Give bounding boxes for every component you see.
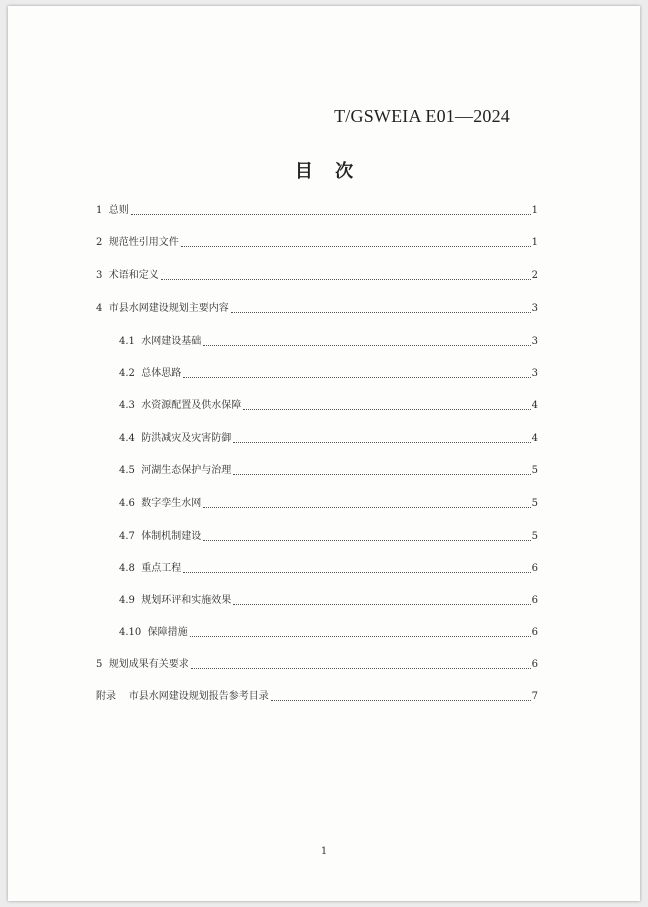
toc-entry[interactable] [96,270,538,282]
toc-entry-number: 4.7 [119,531,142,542]
toc-entry[interactable] [96,237,538,249]
toc-entry[interactable] [96,303,538,315]
toc-entry[interactable] [119,368,538,380]
toc-entry-page: 1 [531,205,538,216]
toc-entry-page: 1 [531,237,538,248]
toc-entry-label: 术语和定义 [108,270,159,281]
toc-entry-page: 5 [531,531,538,542]
toc-entry[interactable] [96,659,538,671]
toc-entry-number: 1 [96,205,109,216]
toc-leader [203,506,530,508]
toc-entry-label: 防洪减灾及灾害防御 [141,433,232,444]
toc-entry-page: 4 [531,433,538,444]
toc-entry[interactable] [119,400,538,412]
toc-entry-number: 附录 [96,691,129,702]
toc-entry-label: 市县水网建设规划主要内容 [108,303,229,314]
toc-entry[interactable] [119,498,538,510]
toc-entry-label: 规划成果有关要求 [108,659,189,670]
toc-entry[interactable] [119,627,538,639]
toc-entry-page: 5 [531,465,538,476]
toc-leader [243,408,530,410]
toc-entry-label: 体制机制建设 [141,531,202,542]
toc-entry-page: 2 [531,270,538,281]
toc-entry-page: 6 [531,627,538,638]
toc-leader [203,344,530,346]
toc-entry-label: 河湖生态保护与治理 [141,465,232,476]
toc-entry[interactable] [119,336,538,348]
toc-entry-number: 2 [96,237,109,248]
toc-entry-page: 5 [531,498,538,509]
toc-entry-label: 总则 [108,205,129,216]
toc-entry[interactable] [96,205,538,217]
toc-entry-number: 4.4 [119,433,142,444]
toc-entry[interactable] [119,433,538,445]
toc-entry-page: 6 [531,563,538,574]
toc-entry-label: 规划环评和实施效果 [141,595,232,606]
toc-title: 目 次 [294,161,362,182]
toc-leader [131,213,531,215]
toc-entry-label: 规范性引用文件 [108,237,179,248]
toc-entry-page: 4 [531,400,538,411]
toc-entry-label: 数字孪生水网 [141,498,202,509]
page-number: 1 [320,846,328,857]
toc-entry[interactable] [119,531,538,543]
toc-entry-number: 4.5 [119,465,142,476]
toc-entry-number: 4.1 [119,336,142,347]
toc-entry-number: 4.9 [119,595,142,606]
toc-entry-page: 6 [531,595,538,606]
toc-entry-number: 4 [96,303,109,314]
toc-leader [183,376,530,378]
toc-entry-page: 7 [531,691,538,702]
toc-leader [233,603,530,605]
toc-entry-number: 3 [96,270,109,281]
toc-entry-number: 5 [96,659,109,670]
toc-leader [181,245,531,247]
toc-entry-page: 3 [531,368,538,379]
toc-leader [191,667,531,669]
toc-entry-number: 4.2 [119,368,142,379]
toc-entry-number: 4.10 [119,627,148,638]
toc-leader [161,278,531,280]
toc-entry[interactable] [119,465,538,477]
toc-entry-label: 水资源配置及供水保障 [141,400,242,411]
toc-entry-label: 市县水网建设规划报告参考目录 [128,691,269,702]
toc-leader [190,635,531,637]
toc-entry-number: 4.8 [119,563,142,574]
standard-code: T/GSWEIA E01—2024 [334,106,510,126]
toc-leader [233,473,530,475]
toc-entry-label: 水网建设基础 [141,336,202,347]
toc-entry-label: 总体思路 [141,368,182,379]
toc-entry[interactable] [119,563,538,575]
toc-leader [233,441,530,443]
toc-entry-page: 3 [531,336,538,347]
toc-leader [183,571,530,573]
toc-leader [271,699,531,701]
toc-entry-page: 6 [531,659,538,670]
toc-entry-number: 4.6 [119,498,142,509]
toc-leader [203,539,530,541]
toc-entry[interactable] [119,595,538,607]
toc-entry-page: 3 [531,303,538,314]
document-page [8,6,640,901]
toc-entry[interactable] [96,691,538,703]
toc-entry-label: 保障措施 [147,627,188,638]
toc-entry-number: 4.3 [119,400,142,411]
toc-entry-label: 重点工程 [141,563,182,574]
toc-leader [231,311,531,313]
